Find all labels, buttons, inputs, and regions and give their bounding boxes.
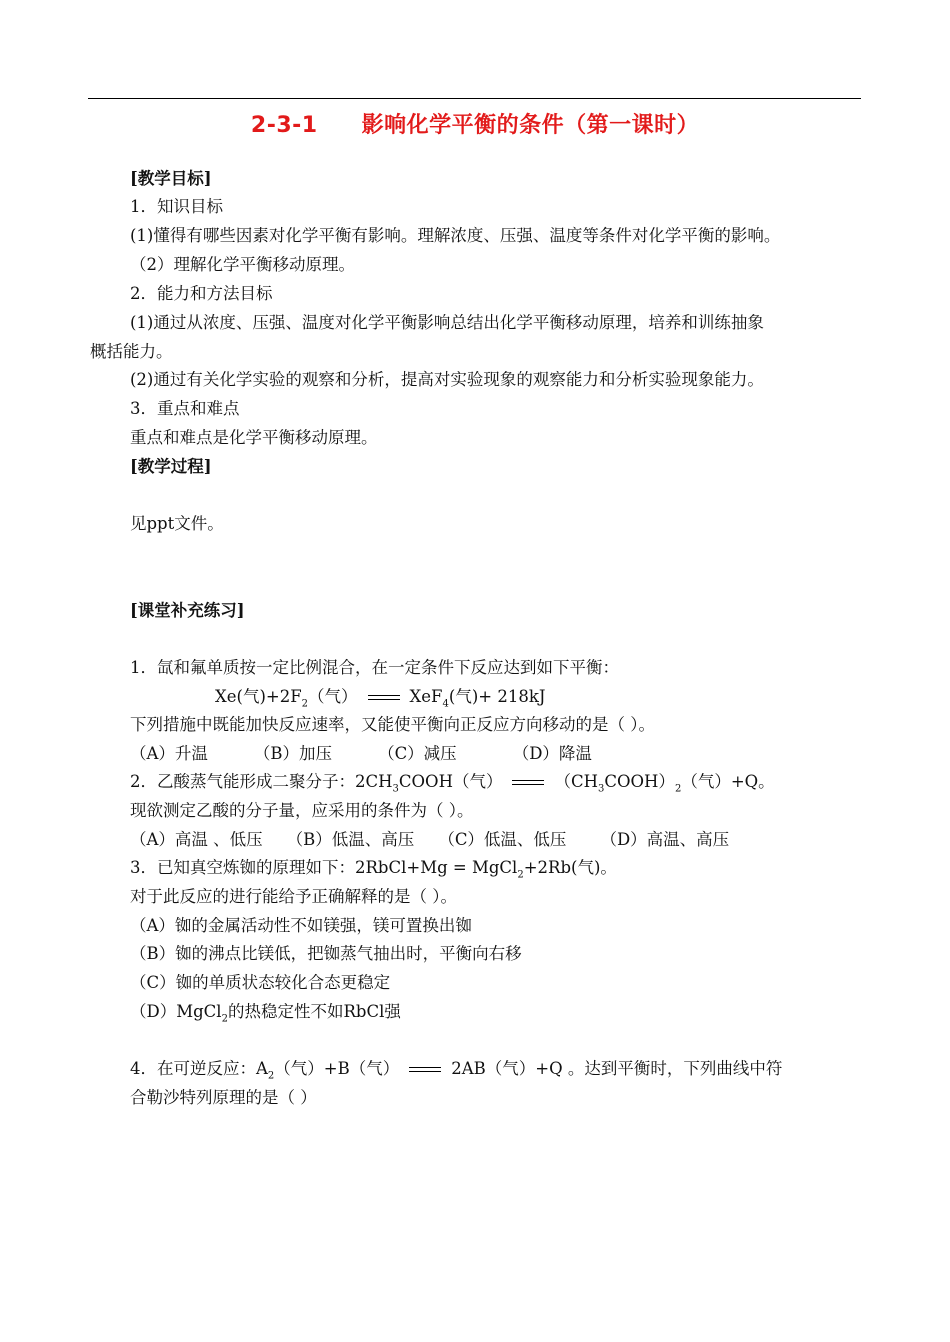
q2-stem-b: COOH（气）: [398, 772, 503, 791]
top-rule: [88, 98, 861, 99]
q2-stem-a: 2．乙酸蒸气能形成二聚分子：2CH: [130, 772, 393, 791]
practice-heading: [课堂补充练习]: [130, 601, 245, 620]
process-heading: [教学过程]: [130, 457, 212, 476]
q3-sub-1: 2: [517, 869, 524, 881]
q2-stem-e: （气）+Q。: [681, 772, 775, 791]
q2-stem: [130, 771, 775, 800]
knowledge-item-1: (1)懂得有哪些因素对化学平衡有影响。理解浓度、压强、温度等条件对化学平衡的影响。: [130, 226, 781, 245]
q4-stem-b: （气）+B（气）: [274, 1059, 400, 1078]
q3-stem-a: 3．已知真空炼铷的原理如下：2RbCl+Mg = MgCl: [130, 858, 518, 877]
knowledge-item-2: （2）理解化学平衡移动原理。: [130, 255, 355, 274]
equilibrium-arrow-icon: [409, 1065, 441, 1075]
q2-sub-2: 3: [597, 783, 605, 795]
q1-equation: [215, 686, 545, 715]
q2-option-d: （D）高温、高压: [600, 830, 730, 849]
objectives-heading: [教学目标]: [130, 169, 212, 188]
q3-option-d-a: （D）MgCl: [130, 1002, 222, 1021]
q1-option-a: （A）升温: [130, 744, 208, 763]
title-text: 影响化学平衡的条件（第一课时）: [361, 113, 700, 138]
ability-item-2: (2)通过有关化学实验的观察和分析，提高对实验现象的观察能力和分析实验现象能力。: [130, 370, 764, 389]
q1-eq-left: Xe(气)+2F: [215, 687, 302, 706]
equilibrium-arrow-icon: [512, 778, 544, 788]
q1-option-d: （D）降温: [512, 744, 592, 763]
q4-line2: 合勒沙特列原理的是（ ）: [130, 1088, 317, 1107]
q2-option-a: （A）高温 、低压: [130, 830, 263, 849]
q3-option-c: （C）铷的单质状态较化合态更稳定: [130, 973, 391, 992]
q1-option-c: （C）减压: [378, 744, 457, 763]
q2-ask: 现欲测定乙酸的分子量，应采用的条件为（ ）。: [130, 801, 474, 820]
q2-sub-1: 3: [392, 783, 399, 795]
difficulty-title: 3．重点和难点: [130, 399, 240, 418]
q2-sub-3: 2: [674, 783, 682, 795]
q1-eq-right-sub: 4: [442, 698, 449, 710]
q3-stem: [130, 857, 617, 886]
q3-option-b: （B）铷的沸点比镁低，把铷蒸气抽出时，平衡向右移: [130, 944, 522, 963]
q3-option-a: （A）铷的金属活动性不如镁强，镁可置换出铷: [130, 916, 472, 935]
ability-title: 2．能力和方法目标: [130, 284, 273, 303]
page-title: [0, 108, 950, 139]
equilibrium-arrow-icon: [368, 693, 400, 703]
q1-ask: 下列措施中既能加快反应速率，又能使平衡向正反应方向移动的是（ ）。: [130, 715, 655, 734]
q1-eq-left-sub: 2: [301, 698, 309, 710]
q4-stem-a: 4．在可逆反应：A: [130, 1059, 268, 1078]
q1-eq-right: XeF: [409, 687, 443, 706]
q2-stem-c: （CH: [554, 772, 598, 791]
ability-item-1-line1: (1)通过从浓度、压强、温度对化学平衡影响总结出化学平衡移动原理，培养和训练抽象: [130, 313, 764, 332]
q4-stem-c: 2AB（气）+Q 。达到平衡时，下列曲线中符: [451, 1059, 783, 1078]
q1-eq-left-state: （气）: [308, 687, 358, 706]
q2-stem-d: COOH）: [604, 772, 675, 791]
q1-stem: 1．氙和氟单质按一定比例混合，在一定条件下反应达到如下平衡：: [130, 658, 619, 677]
q4-stem: [130, 1058, 782, 1087]
q3-option-d-sub: 2: [221, 1013, 228, 1025]
knowledge-title: 1．知识目标: [130, 197, 223, 216]
title-code: 2-3-1: [250, 113, 318, 138]
q1-option-b: （B）加压: [253, 744, 333, 763]
q4-sub-1: 2: [267, 1070, 275, 1082]
ability-item-1-line2: 概括能力。: [90, 342, 173, 361]
q3-option-d-b: 的热稳定性不如RbCl强: [227, 1002, 401, 1021]
q1-options: [130, 743, 592, 765]
q3-option-d: [130, 1001, 401, 1030]
q2-option-b: （B）低温、高压: [286, 830, 415, 849]
process-text: 见ppt文件。: [130, 514, 224, 533]
q3-ask: 对于此反应的进行能给予正确解释的是（ ）。: [130, 887, 457, 906]
q3-stem-b: +2Rb(气)。: [523, 858, 617, 877]
q2-options: [130, 829, 729, 851]
difficulty-text: 重点和难点是化学平衡移动原理。: [130, 428, 378, 447]
q1-eq-right-state: (气)+ 218kJ: [448, 687, 546, 706]
q2-option-c: （C）低温、低压: [438, 830, 567, 849]
